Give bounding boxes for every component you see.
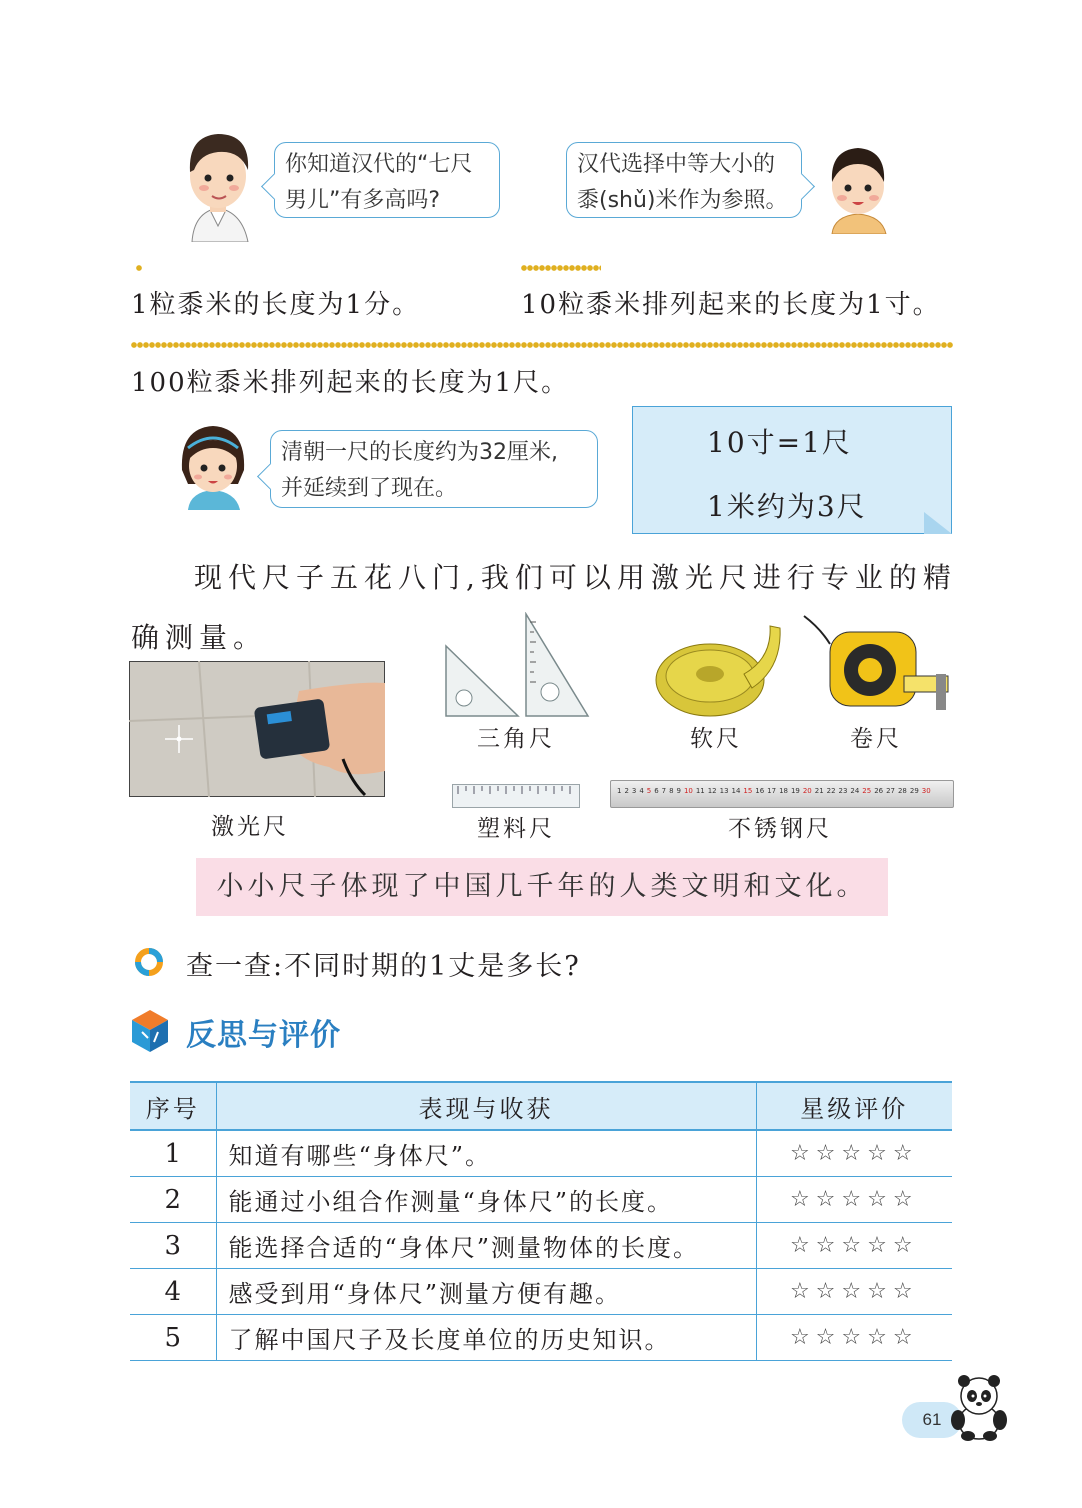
boy-avatar — [820, 142, 896, 234]
steel-ruler-tick-label: 1 — [617, 787, 622, 795]
bubble-line: 男儿”有多高吗? — [285, 188, 441, 213]
steel-ruler-tick-label: 23 — [838, 787, 848, 795]
steel-ruler-tick-label: 6 — [654, 787, 659, 795]
bubble-line: 你知道汉代的“七尺 — [285, 152, 473, 177]
steel-ruler-tick-label: 25 — [862, 787, 872, 795]
steel-ruler-tick-label: 15 — [743, 787, 753, 795]
table-row — [130, 1223, 952, 1269]
steel-ruler-tick-label: 10 — [683, 787, 693, 795]
steel-ruler-tick-label: 29 — [909, 787, 919, 795]
steel-ruler-tick-label: 8 — [669, 787, 674, 795]
header-rating: 星级评价 — [756, 1082, 952, 1130]
steel-ruler-tick-label: 7 — [661, 787, 667, 795]
star-rating[interactable]: ☆☆☆☆☆ — [756, 1223, 952, 1269]
steel-ruler-ticks — [617, 787, 931, 801]
steel-ruler-tick-label: 3 — [631, 787, 637, 795]
star-rating[interactable]: ☆☆☆☆☆ — [756, 1315, 952, 1361]
girl-avatar — [176, 420, 250, 510]
note-line-2: 1米约为3尺 — [707, 490, 867, 523]
table-row — [130, 1130, 952, 1177]
paragraph-line-2: 确测量。 — [131, 621, 268, 654]
steel-ruler-tick-label: 26 — [874, 787, 884, 795]
star-rating[interactable]: ☆☆☆☆☆ — [756, 1177, 952, 1223]
teacher-avatar — [178, 126, 258, 242]
steel-ruler-tick-label: 5 — [646, 787, 652, 795]
row-number: 3 — [130, 1223, 216, 1269]
steel-ruler-tick-label: 18 — [779, 787, 788, 795]
hundred-grains-text: 100粒黍米排列起来的长度为1尺。 — [131, 368, 570, 398]
bubble-line: 并延续到了现在。 — [281, 476, 458, 501]
steel-ruler-tick-label: 14 — [731, 787, 741, 795]
tape-measure-caption: 卷尺 — [850, 726, 902, 752]
steel-ruler-tick-label: 27 — [886, 787, 895, 795]
conversion-note — [632, 406, 952, 534]
tape-measure-image — [800, 608, 952, 724]
steel-ruler-tick-label: 17 — [767, 787, 777, 795]
bubble-line: 汉代选择中等大小的 — [577, 152, 776, 177]
plastic-ruler-image — [452, 784, 580, 808]
page-number: 61 — [902, 1402, 962, 1438]
soft-tape-image — [652, 618, 782, 722]
steel-ruler-tick-label: 21 — [814, 787, 824, 795]
steel-ruler-image — [610, 780, 954, 808]
girl-speech-bubble — [270, 430, 598, 508]
star-rating[interactable]: ☆☆☆☆☆ — [756, 1269, 952, 1315]
row-number: 1 — [130, 1130, 216, 1177]
panda-mascot-icon — [948, 1372, 1010, 1442]
lifebuoy-icon — [135, 948, 163, 976]
row-text: 能通过小组合作测量“身体尺”的长度。 — [216, 1177, 756, 1223]
note-line-1: 10寸=1尺 — [707, 426, 852, 459]
steel-ruler-caption: 不锈钢尺 — [728, 816, 832, 842]
row-number: 4 — [130, 1269, 216, 1315]
section-title: 反思与评价 — [186, 1018, 341, 1053]
hundred-rice-grains — [131, 342, 953, 348]
inquiry-text: 查一查:不同时期的1丈是多长? — [186, 951, 581, 982]
laser-ruler-photo — [129, 661, 385, 797]
steel-ruler-tick-label: 20 — [802, 787, 812, 795]
triangle-rulers-image — [444, 612, 590, 718]
table-row — [130, 1177, 952, 1223]
steel-ruler-tick-label: 24 — [850, 787, 860, 795]
plastic-ruler-caption: 塑料尺 — [477, 816, 555, 842]
row-number: 2 — [130, 1177, 216, 1223]
paragraph-line-1: 现代尺子五花八门,我们可以用激光尺进行专业的精 — [194, 561, 957, 594]
bubble-line: 黍(shǔ)米作为参照。 — [577, 188, 788, 213]
page-fold-corner — [924, 512, 952, 534]
steel-ruler-tick-label: 2 — [624, 787, 629, 795]
steel-ruler-tick-label: 30 — [921, 787, 931, 795]
teacher-speech-bubble — [274, 142, 500, 218]
bubble-line: 清朝一尺的长度约为32厘米, — [281, 440, 558, 465]
steel-ruler-tick-label: 12 — [707, 787, 717, 795]
ten-grains-text: 10粒黍米排列起来的长度为1寸。 — [521, 290, 941, 320]
header-performance: 表现与收获 — [216, 1082, 756, 1130]
row-text: 知道有哪些“身体尺”。 — [216, 1130, 756, 1177]
steel-ruler-tick-label: 4 — [639, 787, 644, 795]
table-header-row — [130, 1082, 952, 1130]
reflection-cube-icon — [128, 1008, 172, 1054]
row-number: 5 — [130, 1315, 216, 1361]
star-rating[interactable]: ☆☆☆☆☆ — [756, 1130, 952, 1177]
steel-ruler-tick-label: 11 — [695, 787, 705, 795]
single-rice-grain — [136, 265, 142, 271]
evaluation-table — [130, 1081, 952, 1361]
steel-ruler-tick-label: 28 — [897, 787, 907, 795]
table-row — [130, 1315, 952, 1361]
row-text: 了解中国尺子及长度单位的历史知识。 — [216, 1315, 756, 1361]
soft-tape-caption: 软尺 — [690, 726, 742, 752]
culture-highlight: 小小尺子体现了中国几千年的人类文明和文化。 — [196, 858, 888, 916]
header-number: 序号 — [130, 1082, 216, 1130]
one-grain-text: 1粒黍米的长度为1分。 — [131, 290, 421, 320]
row-text: 能选择合适的“身体尺”测量物体的长度。 — [216, 1223, 756, 1269]
steel-ruler-tick-label: 13 — [719, 787, 729, 795]
boy-speech-bubble — [566, 142, 802, 218]
steel-ruler-tick-label: 19 — [790, 787, 800, 795]
ten-rice-grains — [521, 265, 601, 271]
table-row — [130, 1269, 952, 1315]
triangle-ruler-caption: 三角尺 — [477, 726, 555, 752]
laser-ruler-caption: 激光尺 — [211, 814, 289, 840]
row-text: 感受到用“身体尺”测量方便有趣。 — [216, 1269, 756, 1315]
steel-ruler-tick-label: 16 — [755, 787, 765, 795]
steel-ruler-tick-label: 9 — [676, 787, 681, 795]
steel-ruler-tick-label: 22 — [826, 787, 836, 795]
